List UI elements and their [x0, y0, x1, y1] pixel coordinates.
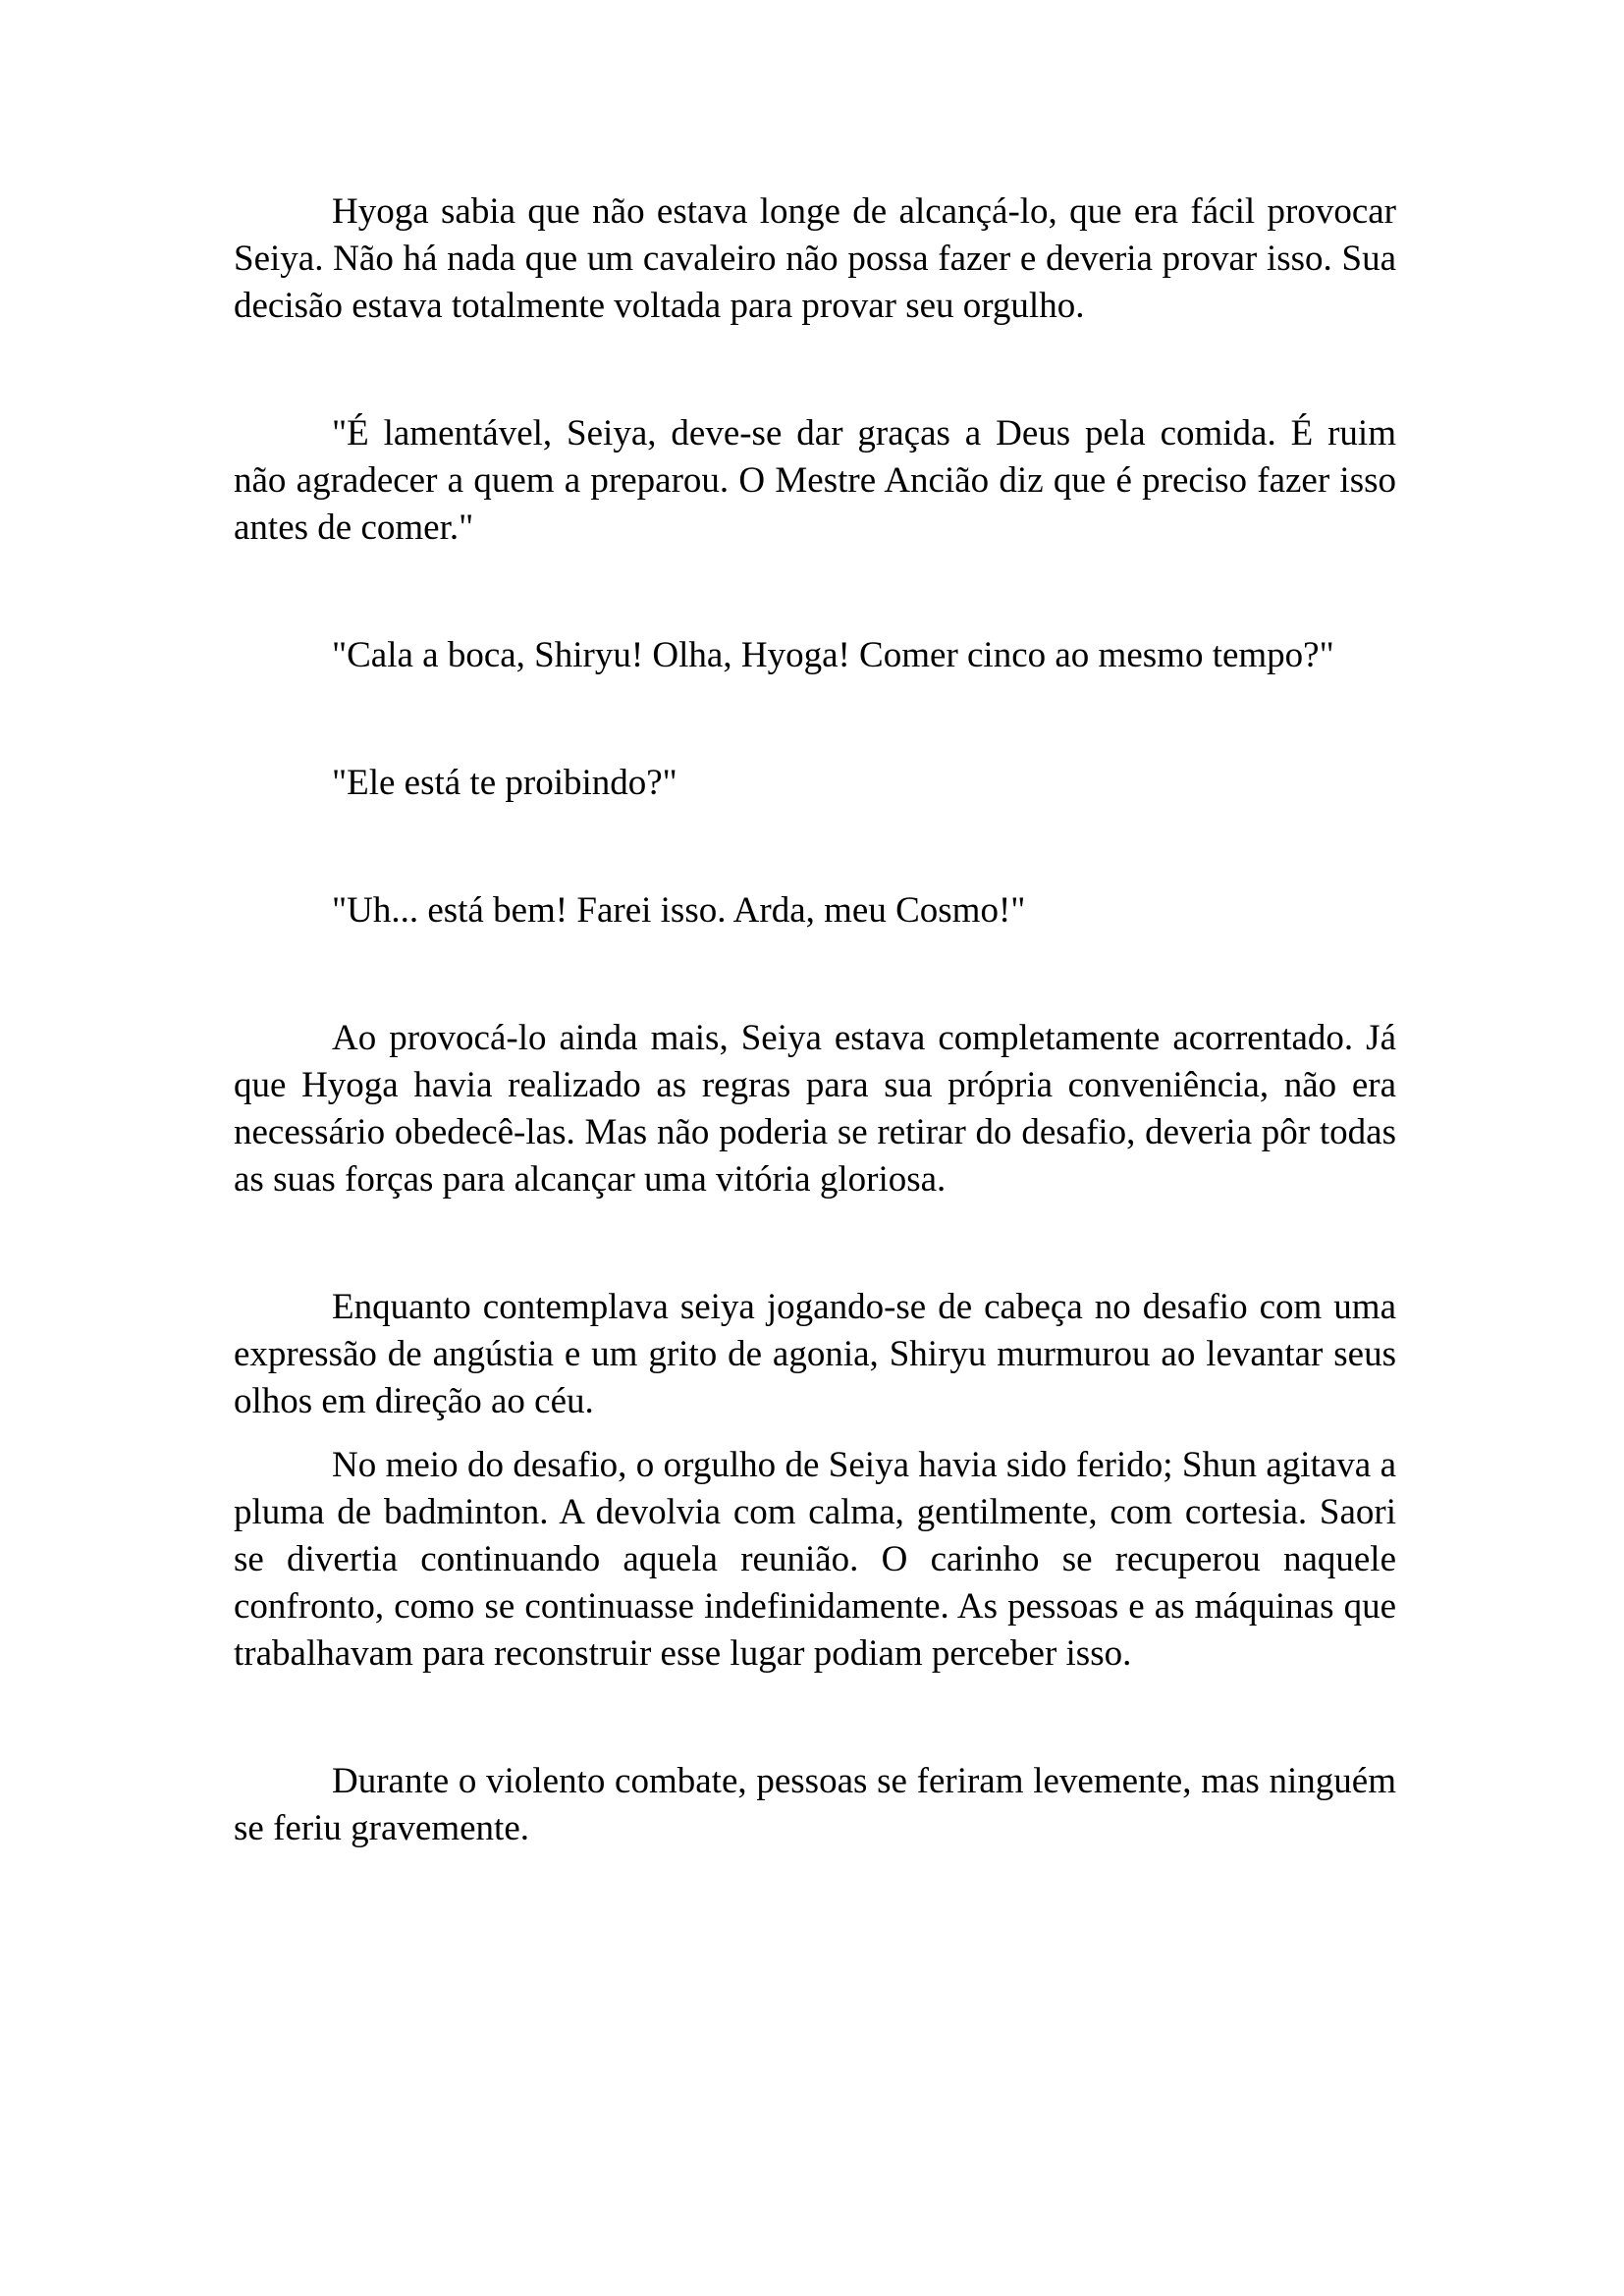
- body-text: [234, 188, 1396, 1852]
- paragraph-seiya-chained: Ao provocá-lo ainda mais, Seiya estava completamente acorrentado. Já que Hyoga havia realizado as regras para sua própria conveniência, não era necessário obedecê-las. Mas não poderia se retirar do desafio, deveria pôr todas as suas forças para alcançar uma vitória gloriosa.: [234, 1018, 1396, 1200]
- paragraph-hyoga-decision: Hyoga sabia que não estava longe de alcançá-lo, que era fácil provocar Seiya. Não há nada que um cavaleiro não possa fazer e deveria provar isso. Sua decisão estava totalmente voltada para provar seu orgulho.: [234, 191, 1396, 326]
- paragraph-seiya-cosmo: "Uh... está bem! Farei isso. Arda, meu Cosmo!": [332, 890, 1026, 931]
- paragraph-badminton: No meio do desafio, o orgulho de Seiya havia sido ferido; Shun agitava a pluma de badminton. A devolvia com calma, gentilmente, com cortesia. Saori se divertia continuando aquela reunião. O carinho se recuperou naquele confronto, como se continuasse indefinidamente. As pessoas e as máquinas que trabalhavam para reconstruir esse lugar podiam perceber isso.: [234, 1445, 1396, 1674]
- paragraph-shiryu-murmur: Enquanto contemplava seiya jogando-se de cabeça no desafio com uma expressão de angústia e um grito de agonia, Shiryu murmurou ao levantar seus olhos em direção ao céu.: [234, 1287, 1396, 1421]
- paragraph-shiryu-gratitude: "É lamentável, Seiya, deve-se dar graças a Deus pela comida. É ruim não agradecer a quem a preparou. O Mestre Ancião diz que é preciso fazer isso antes de comer.": [234, 413, 1396, 548]
- paragraph-combat: Durante o violento combate, pessoas se feriram levemente, mas ninguém se feriu gravemente.: [234, 1761, 1396, 1848]
- paragraph-seiya-reply: "Cala a boca, Shiryu! Olha, Hyoga! Comer cinco ao mesmo tempo?": [332, 635, 1334, 675]
- paragraph-hyoga-question: "Ele está te proibindo?": [332, 763, 677, 803]
